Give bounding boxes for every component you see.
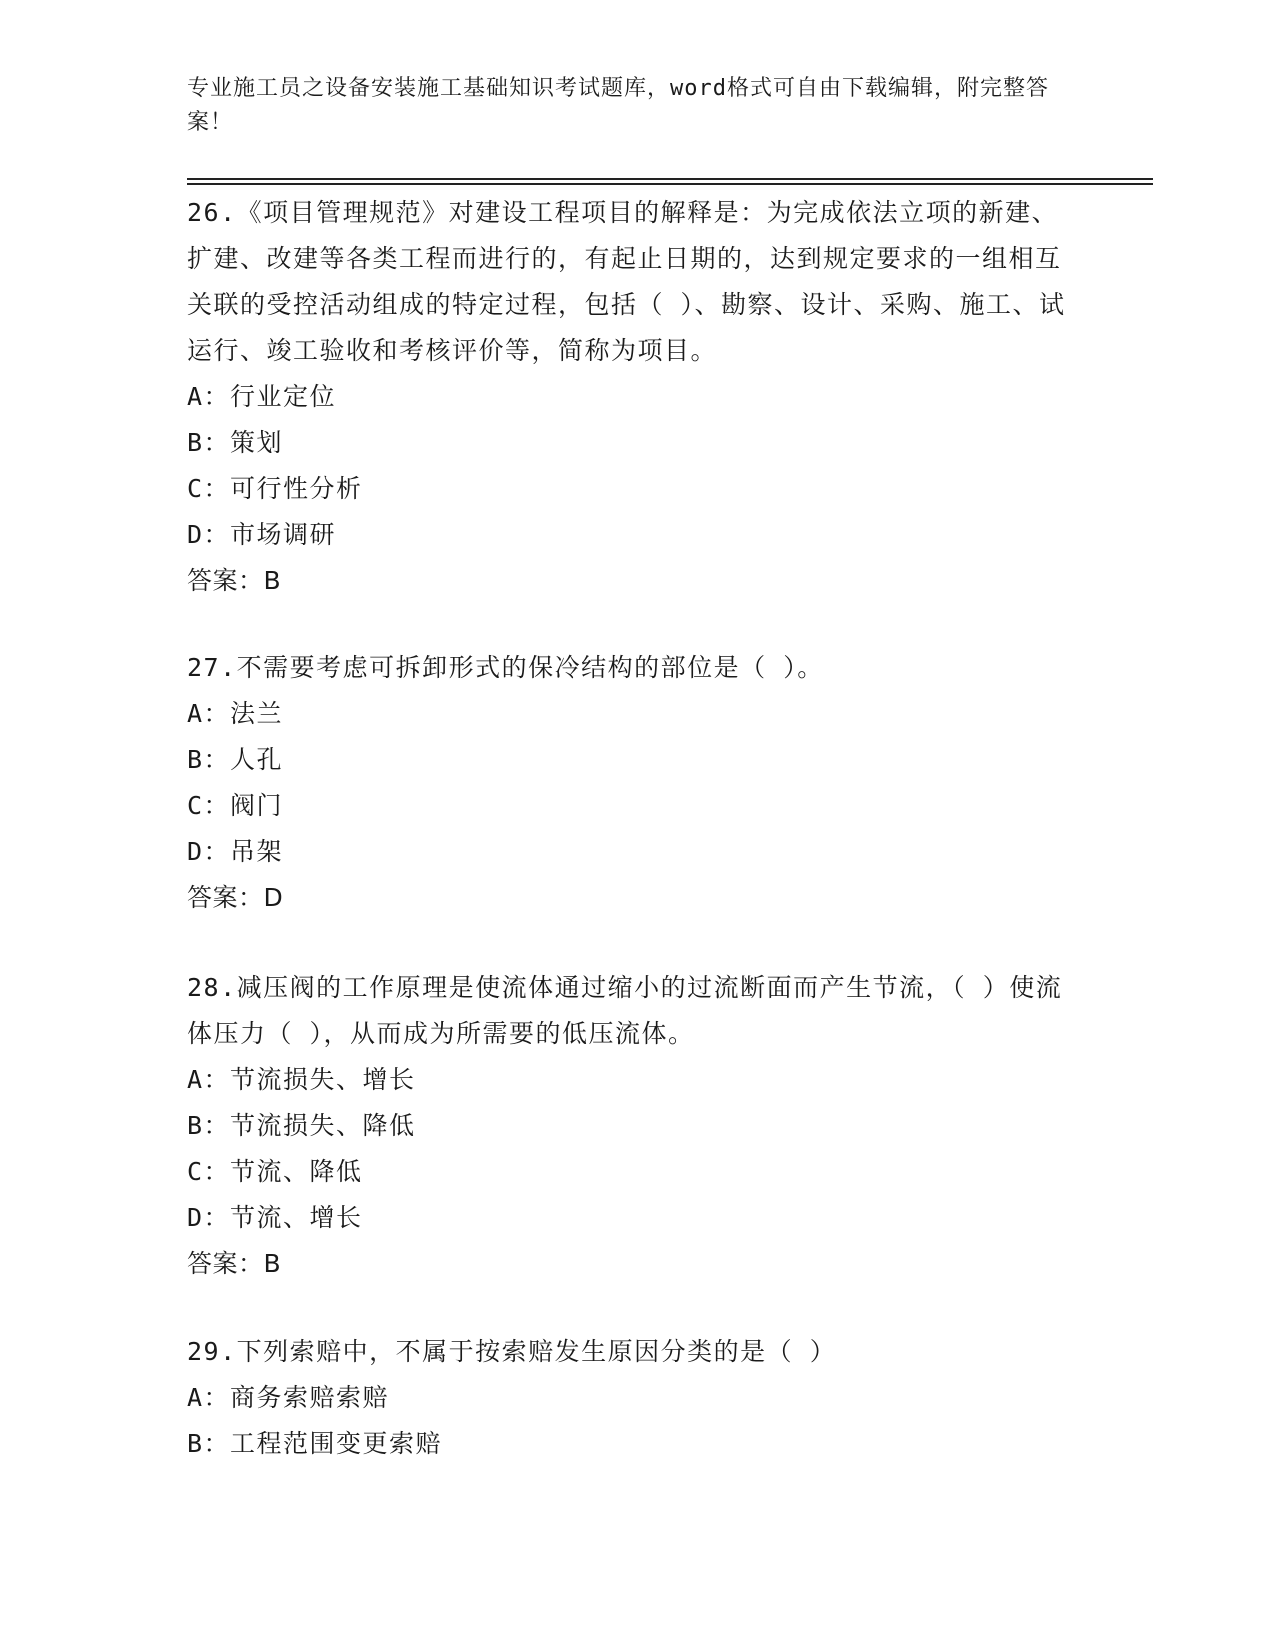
option-d: D：节流、增长 <box>187 1203 363 1232</box>
option-b: B：节流损失、降低 <box>187 1111 416 1140</box>
question-26 <box>187 190 1077 604</box>
question-29 <box>187 1329 1077 1467</box>
question-28 <box>187 965 1077 1287</box>
question-stem: 29.下列索赔中，不属于按索赔发生原因分类的是（ ） <box>187 1337 837 1366</box>
option-b: B：工程范围变更索赔 <box>187 1429 443 1458</box>
answer: 答案：B <box>187 566 282 595</box>
question-stem: 28.减压阀的工作原理是使流体通过缩小的过流断面而产生节流，（ ）使流体压力（ ），从而成为所需要的低压流体。 <box>187 973 1063 1048</box>
answer: 答案：B <box>187 1249 282 1278</box>
option-c: C：节流、降低 <box>187 1157 363 1186</box>
option-a: A：节流损失、增长 <box>187 1065 416 1094</box>
question-27 <box>187 645 1077 921</box>
option-d: D：吊架 <box>187 837 284 866</box>
header-divider-top <box>187 178 1153 180</box>
option-a: A：法兰 <box>187 699 284 728</box>
option-b: B：策划 <box>187 428 284 457</box>
option-d: D：市场调研 <box>187 520 337 549</box>
option-c: C：可行性分析 <box>187 474 363 503</box>
option-b: B：人孔 <box>187 745 284 774</box>
option-a: A：行业定位 <box>187 382 337 411</box>
answer: 答案：D <box>187 883 284 912</box>
header-divider-bottom <box>187 183 1153 185</box>
option-a: A：商务索赔索赔 <box>187 1383 390 1412</box>
option-c: C：阀门 <box>187 791 284 820</box>
question-stem: 27.不需要考虑可拆卸形式的保冷结构的部位是（ ）。 <box>187 653 824 682</box>
question-stem: 26.《项目管理规范》对建设工程项目的解释是：为完成依法立项的新建、扩建、改建等各类工程而进行的，有起止日期的，达到规定要求的一组相互关联的受控活动组成的特定过程，包括（ ）、勘察、设计、采购、施工、试运行、竣工验收和考核评价等，简称为项目。 <box>187 198 1066 365</box>
page-header: 专业施工员之设备安装施工基础知识考试题库，word格式可自由下载编辑，附完整答案！ <box>187 76 1049 135</box>
